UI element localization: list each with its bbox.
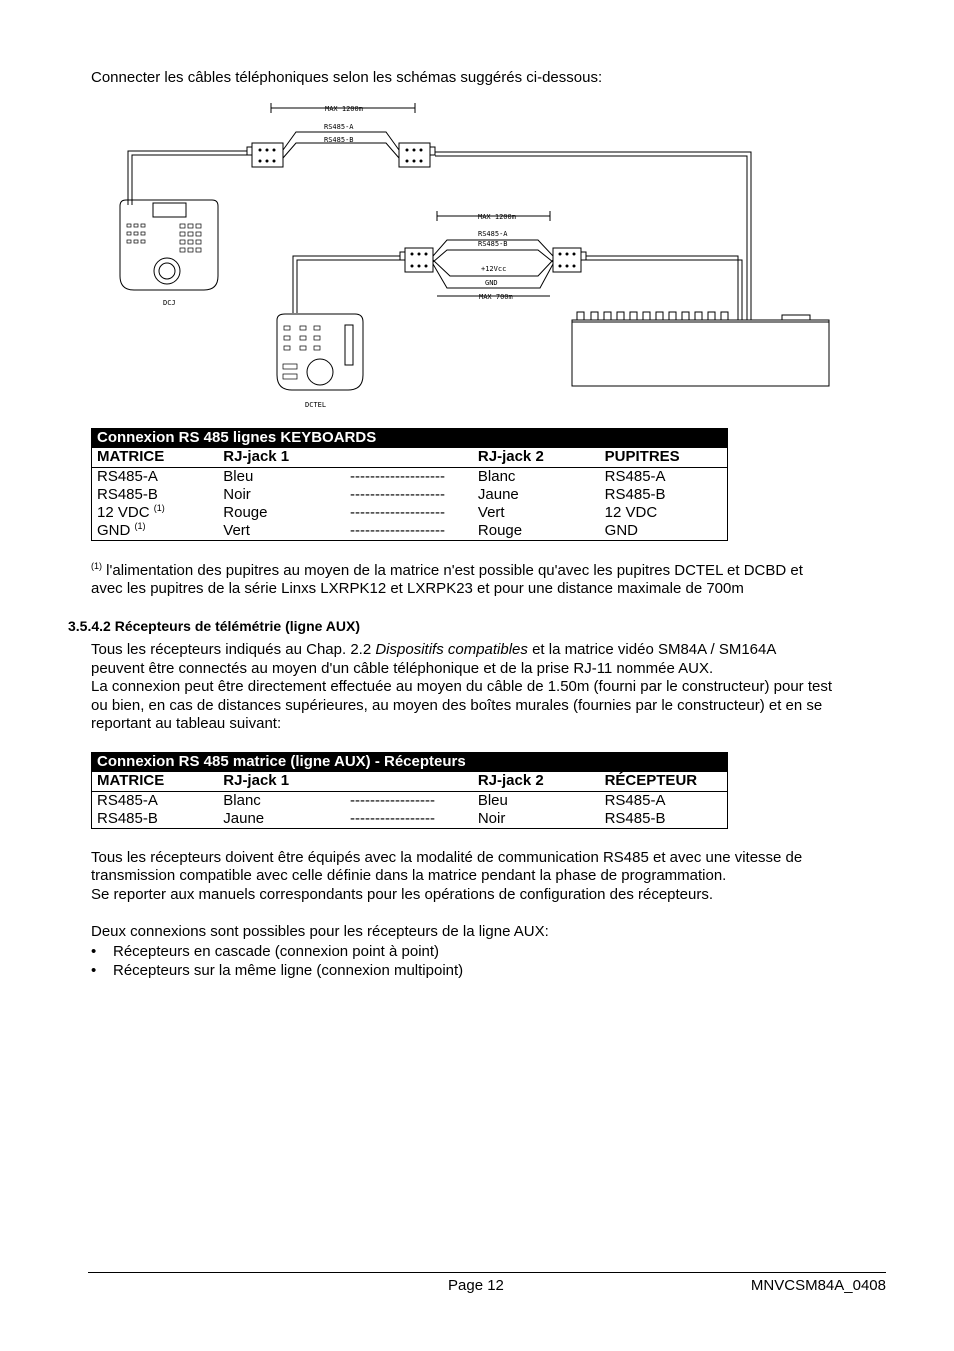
cell: RS485-A	[604, 468, 666, 485]
para4: Deux connexions sont possibles pour les récepteurs de la ligne AUX:	[91, 923, 549, 940]
section-p1-line1	[91, 641, 776, 659]
cell: RS485-A	[97, 792, 158, 809]
cell: 12 VDC	[604, 504, 658, 521]
section-p2-line3: reportant au tableau suivant:	[91, 715, 282, 732]
header-cell: RJ-jack 2	[473, 772, 600, 792]
cell: RS485-B	[97, 810, 158, 827]
label-dcj: DCJ	[163, 299, 176, 307]
footnote-line1	[91, 562, 803, 580]
section-heading: 3.5.4.2 Récepteurs de télémétrie (ligne AUX)	[68, 618, 361, 634]
table-row	[92, 468, 728, 487]
footnote-mark: (1)	[91, 561, 102, 571]
footer-rule	[88, 1272, 886, 1273]
label-rs485b-mid: RS485-B	[478, 240, 508, 248]
cell: RS485-B	[604, 486, 666, 503]
footnote-line2: avec les pupitres de la série Linxs LXRPK12 et LXRPK23 et pour une distance maximale de 700m	[91, 580, 744, 597]
cell	[92, 504, 219, 522]
cell: -------------------	[350, 486, 445, 503]
page-number: Page 12	[448, 1277, 504, 1294]
section-p2-line2: ou bien, en cas de distances supérieures, au moyen des boîtes murales (fournies par le constructeur) et en se	[91, 697, 823, 714]
table-title: Connexion RS 485 lignes KEYBOARDS	[92, 429, 728, 449]
cell-text: 12 VDC	[97, 504, 154, 521]
table-row	[92, 810, 728, 829]
label-12v: +12Vcc	[481, 265, 507, 273]
cell	[92, 522, 219, 541]
note-mark: (1)	[153, 503, 165, 513]
header-cell: RJ-jack 2	[473, 448, 600, 468]
document-code: MNVCSM84A_0408	[750, 1277, 886, 1294]
cell: RS485-A	[604, 792, 666, 809]
cell: -------------------	[350, 468, 445, 485]
header-cell	[345, 772, 473, 792]
cell: Vert	[223, 522, 250, 539]
bullet-list	[91, 942, 463, 980]
para3-line2: transmission compatible avec celle définie dans la matrice pendant la phase de programmation.	[91, 867, 727, 884]
label-max700: MAX 700m	[479, 293, 513, 301]
header-cell	[345, 448, 473, 468]
table-row	[92, 792, 728, 811]
cell-text: GND	[97, 522, 135, 539]
table-row	[92, 486, 728, 504]
header-cell: MATRICE	[92, 772, 219, 792]
text: Tous les récepteurs indiqués au Chap. 2.2	[91, 641, 376, 658]
keyboards-table	[91, 428, 728, 541]
table-row	[92, 504, 728, 522]
cell: Jaune	[477, 486, 519, 503]
header-cell: PUPITRES	[600, 448, 728, 468]
cell: -------------------	[350, 504, 445, 521]
italic-text: Dispositifs compatibles	[375, 641, 528, 658]
cell: -----------------	[350, 810, 435, 827]
header-cell: MATRICE	[92, 448, 219, 468]
header-cell: RJ-jack 1	[218, 448, 345, 468]
cell: Blanc	[477, 468, 516, 485]
cell: Noir	[477, 810, 506, 827]
cell: Vert	[477, 504, 505, 521]
label-rs485a-mid: RS485-A	[478, 230, 508, 238]
cell: RS485-A	[97, 468, 158, 485]
intro-text: Connecter les câbles téléphoniques selon les schémas suggérés ci-dessous:	[91, 69, 603, 86]
list-item: • Récepteurs en cascade (connexion point à point)	[91, 942, 463, 961]
label-max1200-mid: MAX 1200m	[478, 213, 516, 221]
cell: RS485-B	[97, 486, 158, 503]
cell: Bleu	[223, 468, 254, 485]
label-rs485a-top: RS485-A	[324, 123, 354, 131]
cell: Blanc	[223, 792, 261, 809]
cell: Jaune	[223, 810, 265, 827]
label-dctel: DCTEL	[305, 401, 327, 409]
table-row	[92, 522, 728, 541]
label-gnd: GND	[485, 279, 498, 287]
cell: Noir	[223, 486, 251, 503]
label-rs485b-top: RS485-B	[324, 136, 354, 144]
section-p1-line2: peuvent être connectés au moyen d'un câble téléphonique et de la prise RJ-11 nommée AUX.	[91, 660, 714, 677]
footnote-text: l'alimentation des pupitres au moyen de la matrice n'est possible qu'avec les pupitres DCTEL et DCBD et	[102, 562, 803, 579]
cell: -----------------	[350, 792, 435, 809]
cell: Bleu	[477, 792, 508, 809]
list-item: • Récepteurs sur la même ligne (connexion multipoint)	[91, 961, 463, 980]
header-cell: RJ-jack 1	[218, 772, 345, 792]
section-p2-line1: La connexion peut être directement effectuée au moyen du câble de 1.50m (fourni par le constructeur) pour test	[91, 678, 832, 695]
cell: Rouge	[223, 504, 268, 521]
cell: RS485-B	[604, 810, 666, 827]
note-mark: (1)	[134, 521, 146, 531]
cell: Rouge	[477, 522, 523, 539]
text: et la matrice vidéo SM84A / SM164A	[527, 641, 777, 658]
para3-line3: Se reporter aux manuels correspondants pour les opérations de configuration des récepteurs.	[91, 886, 714, 903]
header-cell: RÉCEPTEUR	[600, 772, 728, 792]
cell: GND	[604, 522, 639, 539]
wiring-diagram	[0, 0, 954, 420]
para3-line1: Tous les récepteurs doivent être équipés avec la modalité de communication RS485 et avec une vitesse de	[91, 849, 803, 866]
label-max1200-top: MAX 1200m	[325, 105, 363, 113]
aux-table	[91, 752, 728, 829]
table-title: Connexion RS 485 matrice (ligne AUX) - Récepteurs	[92, 753, 728, 773]
cell: -------------------	[350, 522, 445, 539]
